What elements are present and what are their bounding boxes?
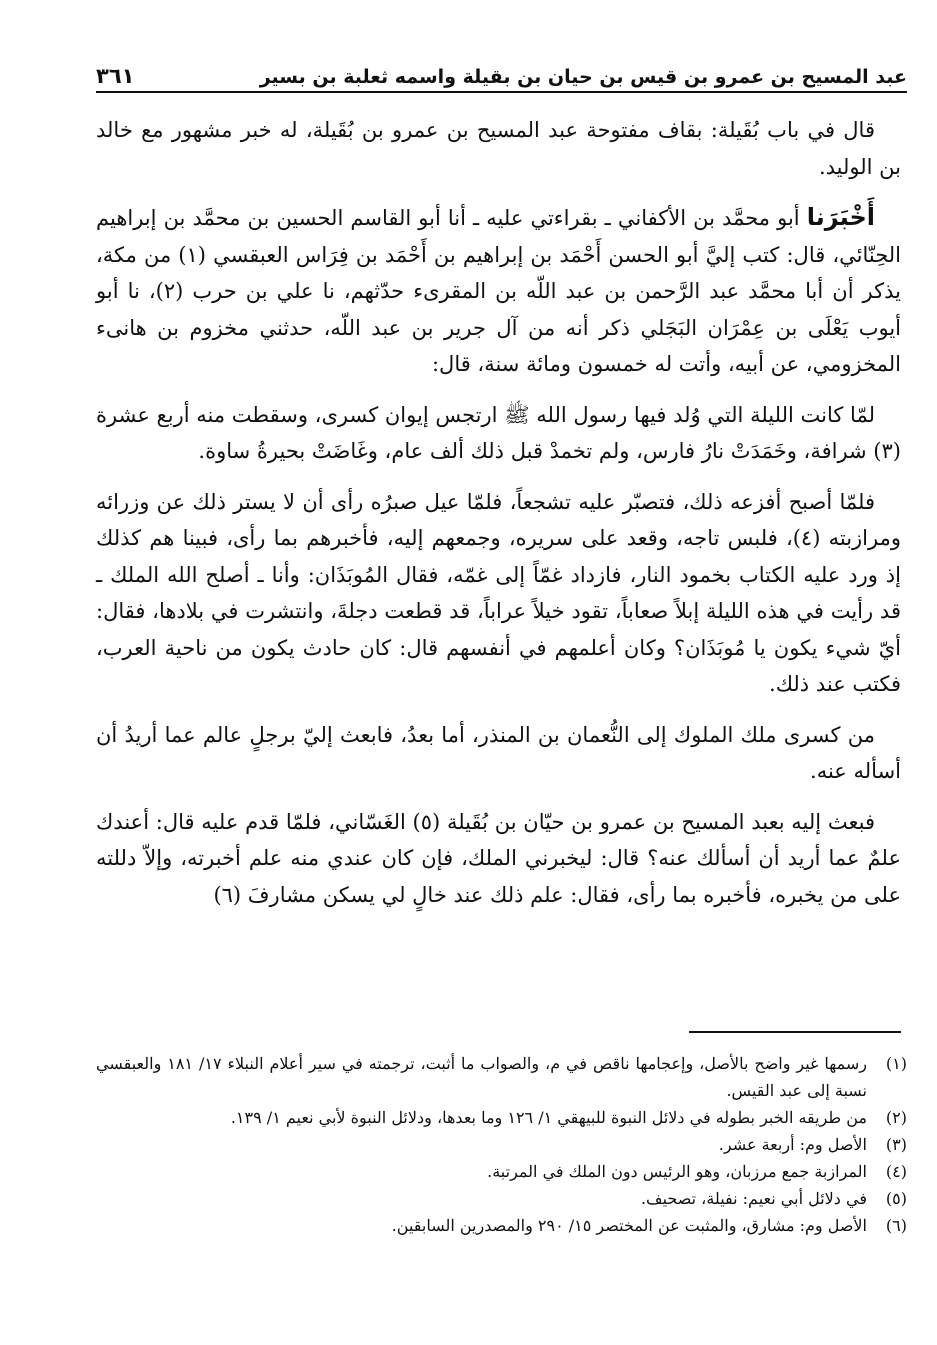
footnote-number: (٣) <box>885 1135 907 1154</box>
paragraph: فلمّا أصبح أفزعه ذلك، فتصبّر عليه تشجعاً، فلمّا عيل صبرُه رأى أن لا يستر ذلك عن وزرائه ومرازبته (٤)، فلبس تاجه، وقعد على سريره، وجمعهم إليه، فأخبرهم بما رأى، فبينا هم كذلك إذ ورد عليه الكتاب بخمود النار، فازداد غمّاً إلى غمّه، فقال المُوبَذَان: وأنا ـ أصلح الله الملك ـ قد رأيت في هذه الليلة إبلاً صعاباً، تقود خيلاً عراباً، قد قطعت دجلةَ، وانتشرت في بلادها، فقال: أيّ شيء يكون يا مُوبَذَان؟ وكان أعلمهم في أنفسهم قال: كان حادث يكون من ناحية العرب، فكتب عند ذلك. <box>96 489 901 696</box>
paragraph: لمّا كانت الليلة التي وُلد فيها رسول الله ﷺ ارتجس إيوان كسرى، وسقطت منه أربع عشرة (٣) شرافة، وخَمَدَتْ نارُ فارس، ولم تخمدْ قبل ذلك ألف عام، وغَاضَتْ بحيرةُ ساوة. <box>96 402 901 463</box>
page-header <box>96 52 907 88</box>
paragraph: من كسرى ملك الملوك إلى النُّعمان بن المنذر، أما بعدُ، فابعث إليّ برجلٍ عالم عما أريدُ أن أسأله عنه. <box>96 722 901 783</box>
footnote-text: من طريقه الخبر بطوله في دلائل النبوة للبيهقي ١/ ١٢٦ وما بعدها، ودلائل النبوة لأبي نعيم ١/ ١٣٩. <box>230 1108 867 1127</box>
footnote <box>96 1185 907 1212</box>
paragraph: فبعث إليه بعبد المسيح بن عمرو بن حيّان بن بُقَيلة (٥) الغَسّاني، فلمّا قدم عليه قال: أعندك علمٌ عما أريد أن أسألك عنه؟ قال: ليخبرني الملك، فإن كان عندي منه علم أخبرته، وإلاّ دللته على من يخبره، فأخبره بما رأى، فقال: علم ذلك عند خالٍ لي يسكن مشارفَ (٦) <box>96 809 901 907</box>
footnote-number: (٦) <box>885 1216 907 1235</box>
header-rule <box>96 91 907 93</box>
lead-word: أَخْبَرَنا <box>806 203 875 231</box>
paragraph <box>96 199 901 383</box>
footnote-rule <box>689 1031 901 1033</box>
footnote-number: (٤) <box>885 1162 907 1181</box>
page-number: ٣٦١ <box>96 64 135 88</box>
footnote-text: في دلائل أبي نعيم: نفيلة، تصحيف. <box>640 1189 867 1208</box>
footnote-text: الأصل وم: أربعة عشر. <box>718 1135 867 1154</box>
footnote-number: (٥) <box>885 1189 907 1208</box>
running-head: عبد المسيح بن عمرو بن قيس بن حيان بن بقيلة واسمه ثعلبة بن بسير <box>259 66 907 88</box>
paragraph: قال في باب بُقَيلة: بقاف مفتوحة عبد المسيح بن عمرو بن بُقَيلة، له خبر مشهور مع خالد بن الوليد. <box>96 118 901 179</box>
footnote-number: (٢) <box>885 1108 907 1127</box>
footnotes <box>96 1050 907 1239</box>
footnote <box>96 1050 907 1104</box>
footnote <box>96 1104 907 1131</box>
main-text <box>96 112 901 927</box>
footnote-number: (١) <box>885 1054 907 1073</box>
footnote <box>96 1158 907 1185</box>
footnote-text: المرازبة جمع مرزبان، وهو الرئيس دون الملك في المرتبة. <box>487 1162 867 1181</box>
footnote-text: رسمها غير واضح بالأصل، وإعجامها ناقص في م، والصواب ما أثبت، ترجمته في سير أعلام النبلاء ١٧/ ١٨١ والعبقسي نسبة إلى عبد القيس. <box>96 1054 867 1100</box>
footnote <box>96 1131 907 1158</box>
footnote <box>96 1212 907 1239</box>
paragraph-text: أبو محمَّد بن الأكفاني ـ بقراءتي عليه ـ أنا أبو القاسم الحسين بن محمَّد بن إبراهيم الحِنّائي، قال: كتب إليَّ أبو الحسن أَحْمَد بن إبراهيم بن أَحْمَد بن فِرَاس العبقسي (١) من مكة، يذكر أن أبا محمَّد عبد الرَّحمن بن عبد اللّه بن المقرىء حدّثهم، نا علي بن حرب (٢)، نا أبو أيوب يَعْلَى بن عِمْرَان البَجَلي ذكر أنه من آل جرير بن عبد اللّه، حدثني مخزوم بن هانىء المخزومي، عن أبيه، وأتت له خمسون ومائة سنة، قال: <box>96 206 902 376</box>
footnote-text: الأصل وم: مشارق، والمثبت عن المختصر ١٥/ ٢٩٠ والمصدرين السابقين. <box>391 1216 867 1235</box>
